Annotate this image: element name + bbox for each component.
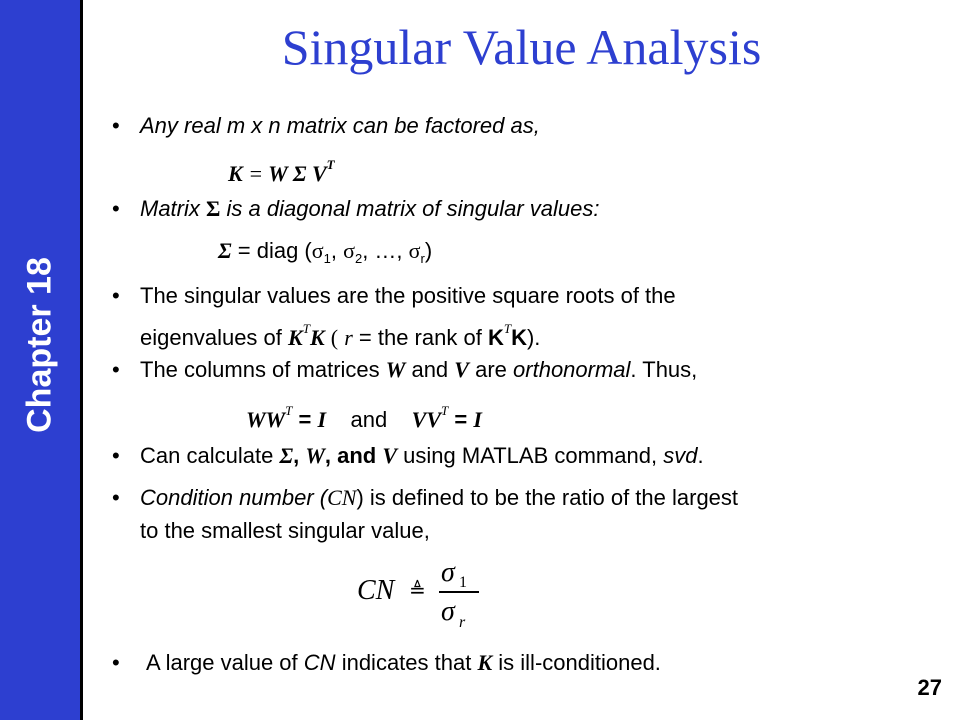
eq-numerator-sub: 1 [459, 574, 467, 591]
bullet-marker: • [112, 650, 120, 675]
equation-condition-number [355, 553, 485, 633]
bullet-marker: • [112, 357, 120, 382]
eq-numerator: σ [441, 557, 455, 588]
eq-denominator-sub: r [459, 614, 466, 631]
bullet-4-text: The columns of matrices W and V are orthonormal. Thus, [140, 357, 698, 382]
bullet-1-text: Any real m x n matrix can be factored as, [140, 113, 540, 138]
bullet-6-line-1: Condition number (CN) is defined to be the ratio of the largest [140, 485, 739, 510]
bullet-marker: • [112, 485, 120, 510]
bullet-3-line-2: eigenvalues of $K^TK$ ( r = the rank of $K^TK$). [140, 321, 541, 350]
page-number: 27 [917, 675, 942, 700]
eq-denominator: σ [441, 596, 455, 627]
eq-cn-lhs: CN [357, 575, 395, 606]
slide-title: Singular Value Analysis [281, 19, 762, 75]
bullet-marker: • [112, 443, 120, 468]
bullet-5-text: Can calculate Σ, W, and V using MATLAB command, svd. [140, 443, 704, 468]
equation-svd: K = W Σ $V^T$ [228, 157, 335, 186]
eq-defined-as-symbol: ≜ [409, 578, 426, 602]
bullet-7-text: A large value of CN indicates that K is ill-conditioned. [146, 650, 661, 675]
bullet-marker: • [112, 283, 120, 308]
chapter-label: Chapter 18 [20, 257, 59, 433]
bullet-marker: • [112, 196, 120, 221]
sidebar-divider [80, 0, 83, 720]
bullet-6-line-2: to the smallest singular value, [140, 518, 430, 543]
bullet-marker: • [112, 113, 120, 138]
bullet-3-line-1: The singular values are the positive square roots of the [140, 283, 676, 308]
bullet-2-text: Matrix Σ is a diagonal matrix of singular values: [140, 196, 600, 221]
equation-orthonormal: $WW^T = I$ and $VV^T = I$ [246, 403, 482, 432]
equation-diag: Σ = diag ($\sigma_1$, $\sigma_2$, …, $\sigma_r$) [218, 238, 433, 266]
